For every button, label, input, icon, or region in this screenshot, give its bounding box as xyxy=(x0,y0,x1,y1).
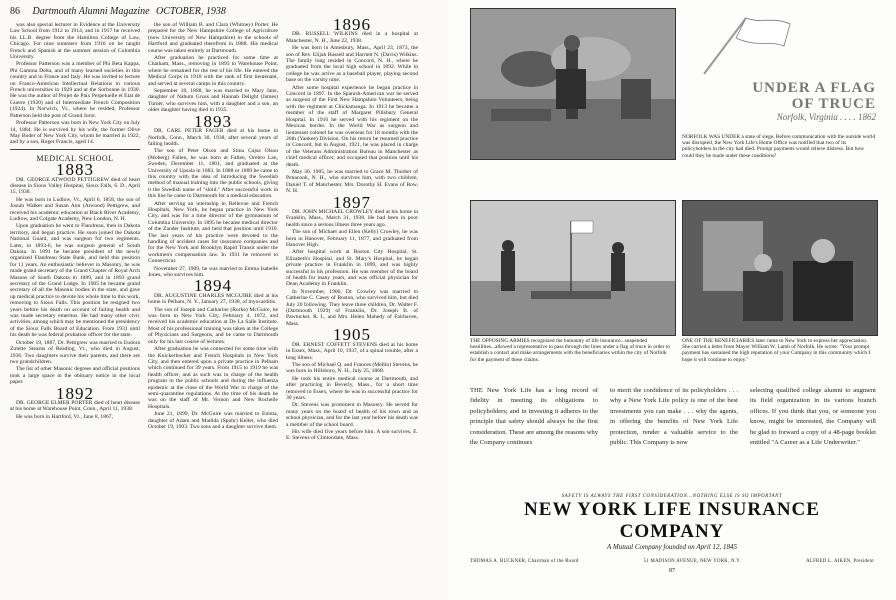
magazine-title: Dartmouth Alumni Magazine xyxy=(32,6,150,17)
ad-body-col-2 xyxy=(610,386,738,448)
paragraph: Upon graduation he went to Flandreau, then in Dakota territory, and began practice. He soon joined the Dakota National Guard, and was surgeon for two regiments. Later, in 1893-6, he was surgeon general of South Dakota. In 1891 he became president of the newly organized Flandreau State Bank, and held this position for 11 years. An enthusiastic believer in Masonry, he was made grand secretary of the Grand Chapter of Royal Arch Masons of South Dakota in 1889, and in 1893 grand secretary of the Grand Lodge. In 1905 he became grand secretary of all the Masonic bodies in the state, and gave up medical practice to devote his whole time to this work, removing to Sioux Falls. This position he resigned two years before his death on account of failing health and was made secretary emeritus. He had many other civic activities, among which may be mentioned the presidency of the Sioux Falls Board of Education. From 1931 until his death he was federal probation officer for the state. xyxy=(10,223,140,339)
photo-flag-of-truce xyxy=(470,8,676,160)
class-year-1893: 1893 xyxy=(194,111,232,131)
paragraph: the son of William B. and Clara (Whitney) Porter. He prepared for the New Hampshire College of Agriculture (now University of New Hampshire) in the schools of Hartford and graduated therefrom in 1888. His medical course was taken entirely at Dartmouth. xyxy=(148,22,278,54)
caption-beneficiary: ONE OF THE BENEFICIARIES later came to New York to express her appreciation. She carried a letter from Mayor William W. Lamb of Norfolk. He wrote: "Your prompt payment has sustained the high reputation of your Company in this community which I hope it will continue to enjoy." xyxy=(682,338,871,363)
paragraph: DR. AUGUSTINE CHARLES MCGUIRE died at his home in Pelham, N. Y., January 27, 1938, of myocarditis. xyxy=(148,292,278,306)
paragraph: After some hospital experience he began practice in Concord in 1897. In the Spanish-American war he served as surgeon of the First New Hampshire Volunteers, being with the regiment at Chickamauga. In 1913 he became a member of the staff of Margaret Pillsbury General Hospital. In 1916 he served with his regiment on the Mexican border. In the World War as surgeon and lieutenant colonel he was overseas for 18 months with the 26th (Yankee) Division. On his return he resumed practice in Concord, but in August, 1921, he was placed in charge of the Veterans Administration Bureau in Manchester as chief medical officer, and occupied that position until his death. xyxy=(286,84,418,168)
paragraph: DR. JOHN MICHAEL CROWLEY died at his home in Franklin, Mass., March 31, 1938. He had been in poor health since a serious illness three years ago. xyxy=(286,208,418,228)
ad-body-col-3 xyxy=(750,386,876,448)
ad-slogan: SAFETY IS ALWAYS THE FIRST CONSIDERATION...NOTHING ELSE IS SO IMPORTANT xyxy=(561,494,783,499)
issue-date: OCTOBER, 1938 xyxy=(156,6,226,17)
caption-top: NORFOLK WAS UNDER a state of siege. Before communication with the outside world was disrupted, the New York Life's Home Office was notified that two of its policyholders in the city had died. Prompt payments would relieve distress. But how could they be made under these conditions? xyxy=(682,134,876,159)
paragraph: After hospital work at Boston City Hospital, St. Elizabeth's Hospital, and St. Mary's Hospital, he began private practice in Franklin in 1899, and was highly successful in his profession. He was member of the board of health for many years, and was official physician for Dean Academy in Franklin. xyxy=(286,249,418,288)
beneficiary-scene-illustration xyxy=(683,201,877,335)
column-3 xyxy=(286,15,418,443)
armies-scene-illustration xyxy=(471,201,675,335)
company-name: NEW YORK LIFE INSURANCE COMPANY xyxy=(524,499,820,542)
ad-footer xyxy=(470,494,874,574)
class-year-1897: 1897 xyxy=(333,192,371,212)
paragraph: After graduation he practiced for some time at Chatham, Mass., removing in 1893 to Warehouse Point, where he remained for the rest of his life. He entered the Medical Corps in 1918 with the rank of first lieutenant, and served at several camps in this country. xyxy=(148,55,278,87)
page-header xyxy=(10,6,226,17)
paragraph: The son of Michael and Ellen (Kelly) Crowley, he was born in Hanover, February 11, 1877, and graduated from Hanover High. xyxy=(286,229,418,248)
paragraph: He was born in Hartford, Vt., June 8, 1867, xyxy=(16,413,113,420)
paragraph: Dr. Stevens was prominent in Masonry. He served for many years on the board of health of his town and as school physician, and for the last year before his death was a member of the school board. xyxy=(286,402,418,428)
paragraph: June 21, 1899, Dr. McGuire was married to Emma, daughter of Adam and Matilda (Spohr) Keller, who died October 19, 1903. Two sons and a daughter survive them. xyxy=(148,411,278,430)
section-heading-medical-school: MEDICAL SCHOOL xyxy=(36,153,114,163)
class-year-1905: 1905 xyxy=(333,325,371,345)
paragraph: Professor Patterson was born in New York City on July 14, 1884. He is survived by his wife, the former Olive May Boder of New York City, whom he married in 1922, and by a son, Roger Francis, aged 14. xyxy=(10,120,140,146)
paragraph: The list of other Masonic degrees and official positions took a large space in the obituary notice in the local paper. xyxy=(10,366,140,386)
paragraph: DR. GEORGE ELMER PORTER died of heart disease at his home at Warehouse Point, Conn., April 11, 1938. xyxy=(10,399,140,413)
paragraph: DR. RUSSELL WILKINS died in a hospital at Manchester, N. H., June 22, 1938. xyxy=(286,31,418,44)
paragraph: May 30, 1905, he was married to Grace M. Thurber of Penacook, N. H., who survives him, with two children, Daniel T. of Manchester, Mrs. Dorothy H. Evans of Bow, N. H. xyxy=(286,168,418,195)
ad-title-line-1: UNDER A FLAG xyxy=(752,80,876,96)
class-year-1883: 1883 xyxy=(56,160,94,180)
flag-scene-illustration xyxy=(471,9,675,159)
paragraph: After serving an internship in Bellevue and French Hospitals, New York, he began practice in New York City, and was for a time director of the gymnasium of Columbia University. In 1895 he became medical director of the Zander Institute, and held that position until 1910. The last years of his practice were devoted to the handling of accident cases for insurance companies and for the New York and Brooklyn Rapid Transit under the workmen's compensation law. In 1931 he removed to Connecticut. xyxy=(148,200,278,265)
paragraph: The son of Joseph and Catharine (Rorke) McGuire, he was born in New York City, February 4, 1872, and received his academic education at De La Salle Institute. Most of his professional training was taken at the College of Physicians and Surgeons, and he came to Dartmouth only for his last course of lectures. xyxy=(148,306,278,345)
ad-paragraph: selecting qualified college alumni to augment its field organization in its various branch offices. If you think that you, or someone you know, might be interested, the Company will be glad to forward a copy of a 48-page booklet entitled "A Career as a Life Underwriter." xyxy=(750,387,876,447)
right-page-number: 87 xyxy=(669,568,675,574)
class-year-1894: 1894 xyxy=(194,276,232,296)
column-1 xyxy=(10,22,140,421)
paragraph: He was born in Amesbury, Mass., April 23, 1873, the son of Rev. Elijah Russell and Harriett N. (Davis) Wilkins. The family long resided in Concord, N. H., where he graduated from the local high school in 1892. While in college he was active as a baseball player, playing second base on the varsity nine. xyxy=(286,45,418,84)
paragraph: DR. CARL PETER FAGER died at his home in Norfolk, Conn., March 30, 1938, after several years of failing health. xyxy=(148,128,278,147)
company-officers xyxy=(470,559,874,564)
ad-body-col-1 xyxy=(470,386,598,448)
ad-paragraph: THE New York Life has a long record of fidelity in meeting its obligations to policyholders; and in investing it adheres to the principle that safety should always be the first consideration. These are among the reasons why the Company continues xyxy=(470,387,598,447)
class-year-1896: 1896 xyxy=(333,15,371,34)
president: ALFRED L. AIKEN, President xyxy=(806,559,874,564)
paragraph: Professor Patterson was a member of Phi Beta Kappa, Phi Gamma Delta, and of many learned societies in this country and in France and Italy. He was invited to lecture on Franco-American Intellectual Relations in various French universities in 1929 and at the Sorbonne in 1930. He was the author of Projet de Paix Perpetuelle et Etat de Guerre (1920) and of Intermediate French Composition (1924). In Norwich, Vt., where he resided, Professor Patterson held the post of Grand Juror. xyxy=(10,61,140,119)
ad-title-block xyxy=(680,80,876,122)
paragraph: After graduation he was connected for some time with the Knickerbocker and French Hospitals in New York City, and then entered upon a private practice in Pelham which continued for 39 years. From 1915 to 1919 he was health officer, and as such was in charge of the health program in the public schools and during the influenza epidemic at the close of the World War in charge of the semi-quarantine regulations. At the time of his death he was on the staff of Mt. Vernon and New Rochelle Hospitals. xyxy=(148,346,278,410)
paragraph: September 18, 1888, he was married to Mary Jane, daughter of Nahum Gross and Hannah Delight (James) Turner, who survives him, with a daughter and a son, an older daughter having died in 1935. xyxy=(148,88,278,114)
column-2 xyxy=(148,22,278,431)
paragraph: November 27, 1909, he was married to Emma Isabelle Jones, who survives him. xyxy=(148,265,278,279)
paragraph: He took his entire medical course at Dartmouth, and after practicing in Beverly, Mass., for a short time removed to Essex, where he was in successful practice for 30 years. xyxy=(286,375,418,401)
company-address: 51 MADISON AVENUE, NEW YORK, N.Y. xyxy=(643,559,741,564)
class-year-1892: 1892 xyxy=(56,383,94,403)
ad-paragraph: to merit the confidence of its policyholders . . . why a New York Life policy is one of the best investments you can make . . . why the agents, in offering the benefits of New York Life protection, render a valuable service to the public. This Company is now xyxy=(610,387,738,447)
ad-title-line-2: OF TRUCE xyxy=(791,96,876,112)
paragraph: The son of Michael Q. and Frances (Mellin) Stevens, he was born in Hillsboro, N. H., July 25, 1868. xyxy=(286,361,418,375)
paragraph: October 19, 1887, Dr. Pettigrew was married to Eudora Zulette Stearns of Reading, Vt., who died in August, 1936. Two daughters survive their parents, and there are two grandchildren. xyxy=(10,339,140,365)
paragraph: was also special lecturer in Evidence at the University Law School from 1912 to 1914, and in 1917 he received his LL.B. degree from the Hamilton College of Law, Chicago. For nine summers from 1916 on he taught French and Spanish at the summer session of Columbia University. xyxy=(10,22,140,61)
paragraph: In November, 1900, Dr. Crowley was married to Catherine C. Casey of Boston, who survived him, but died July 20 following. They leave three children, Dr. Walter F. (Dartmouth 1929) of Franklin, Dr. Joseph B. of Pawtucket, R. I., and Mrs. Helen Mahedy of Fairhaven, Mass. xyxy=(286,288,418,327)
photo-beneficiary xyxy=(682,200,878,336)
photo-opposing-armies xyxy=(470,200,676,336)
paragraph: His wife died five years before him. A son survives, E. E. Stevens of Clintondale, Mass. xyxy=(286,428,418,442)
paragraph: He was born in Ludlow, Vt., April 6, 1858, the son of Josiah Walker and Susan Ann (Atwood) Pettigrew, and received his academic education at Black River Academy, Ludlow, and Colgate Academy, New London, N. H. xyxy=(10,196,140,222)
ad-subtitle: Norfolk, Virginia . . . . 1862 xyxy=(776,112,876,122)
paragraph: DR. ERNEST COFFETT STEVENS died at his home in Essex, Mass., April 10, 1937, of a spinal trouble, after a long illness. xyxy=(286,341,418,361)
company-founded: A Mutual Company founded on April 12, 1845 xyxy=(606,543,738,551)
divider xyxy=(10,149,140,150)
paragraph: DR. GEORGE ATWOOD PETTIGREW died of heart disease in Sioux Valley Hospital, Sioux Falls, S. D., April 15, 1938. xyxy=(10,176,140,196)
chairman: THOMAS A. BUCKNER, Chairman of the Board xyxy=(470,559,579,564)
flag-icon xyxy=(690,14,800,80)
page-number: 86 xyxy=(10,6,20,17)
paragraph: The son of Peter Olson and Stina Cajsa Olson (Moberg) Fallen, he was born at Fallen, Orebro Lan, Sweden, December 11, 1861, and graduated at the University of Upsala in 1883. In 1888 or 1889 he came to this country with the idea of introducing the Swedish method of manual training into the public schools, giving it the Swedish name of "sloid." After successful work in this line he came to Dartmouth for a medical education. xyxy=(148,148,278,200)
caption-opposing-armies: THE OPPOSING ARMIES recognized the humanity of life insurance...suspended hostilities...allowed a representative to pass through the lines under a flag of truce in order to establish a contact and make arrangements with the beneficiaries within the city of Norfolk for the payment of these claims. xyxy=(470,338,670,363)
